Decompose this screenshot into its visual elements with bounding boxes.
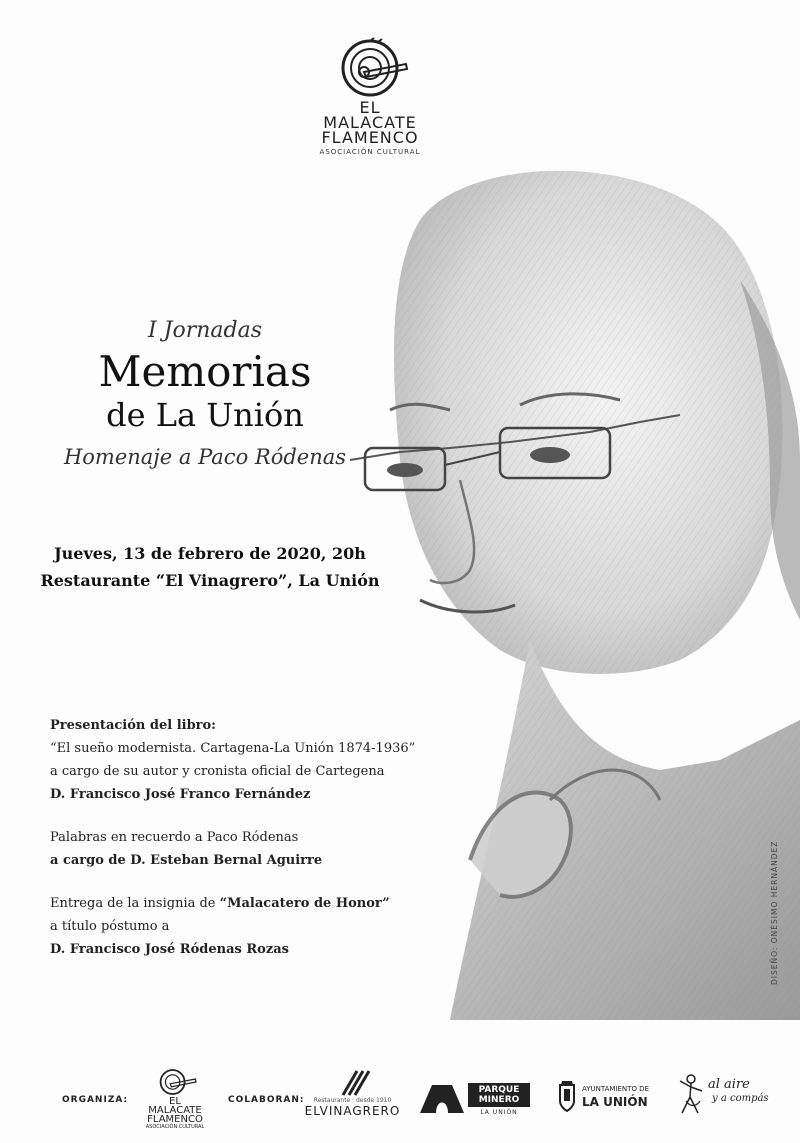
p3-line1-pre: Entrega de la insignia de — [50, 896, 220, 911]
p3-line2: a título póstumo a — [50, 919, 170, 934]
jornadas-heading: I Jornadas — [147, 318, 263, 343]
p2-line2: a cargo de D. Esteban Bernal Aguirre — [50, 853, 323, 868]
org-logo-asociacion: ASOCIACIÓN CULTURAL — [145, 1124, 205, 1130]
p3-honoree: D. Francisco José Ródenas Rozas — [50, 942, 289, 957]
event-date: Jueves, 13 de febrero de 2020, 20h — [54, 544, 366, 563]
dancer-icon — [676, 1073, 706, 1117]
coat-of-arms-icon — [556, 1079, 578, 1113]
al-aire-text: al aire — [708, 1077, 750, 1092]
p1-author-name: D. Francisco José Franco Fernández — [50, 787, 311, 802]
logo-text-malacate: MALACATE — [323, 113, 417, 132]
vinagrero-name: ELVINAGRERO — [304, 1104, 401, 1118]
vinagrero-tagline: Restaurante · desde 1910 — [313, 1097, 392, 1104]
event-venue: Restaurante “El Vinagrero”, La Unión — [40, 571, 380, 590]
organizer-logo — [135, 1067, 215, 1131]
colaboran-label: COLABORAN: — [228, 1095, 305, 1105]
minero-text: MINERO — [478, 1095, 520, 1105]
parque-minero-icon — [418, 1079, 466, 1115]
logo-text-flamenco: FLAMENCO — [321, 128, 419, 147]
parque-la-union-text: LA UNIÓN — [480, 1109, 518, 1116]
title-de-la-union: de La Unión — [106, 396, 304, 434]
logo-text-asociacion: ASOCIACIÓN CULTURAL — [319, 148, 421, 156]
parque-minero-logo — [418, 1079, 538, 1119]
ayuntamiento-de-text: AYUNTAMIENTO DE — [582, 1085, 649, 1093]
vinagrero-strokes-icon — [333, 1069, 373, 1097]
program-text — [50, 714, 490, 961]
title-block — [40, 318, 370, 469]
design-credit: DISEÑO: ONÉSIMO HERNÁNDEZ — [770, 840, 779, 985]
p2-line1: Palabras en recuerdo a Paco Ródenas — [50, 830, 299, 845]
org-logo-el: EL — [169, 1096, 181, 1107]
vinagrero-logo — [300, 1069, 405, 1118]
sponsors-footer — [0, 1065, 800, 1143]
al-aire-logo — [676, 1071, 786, 1121]
p1-book-title: “El sueño modernista. Cartagena-La Unión 1874-1936” — [50, 741, 416, 756]
homenaje-subtitle: Homenaje a Paco Ródenas — [63, 445, 347, 469]
malacate-wheel-icon — [330, 36, 410, 100]
malacate-flamenco-logo — [300, 36, 440, 166]
a-compas-text: y a compás — [712, 1093, 769, 1104]
p1-heading: Presentación del libro: — [50, 718, 216, 733]
title-memorias: Memorias — [98, 347, 312, 396]
p1-author-line: a cargo de su autor y cronista oficial de Cartegena — [50, 764, 385, 779]
organiza-label: ORGANIZA: — [62, 1095, 129, 1105]
org-logo-flamenco: FLAMENCO — [147, 1114, 203, 1125]
ayuntamiento-logo — [556, 1075, 666, 1119]
p3-line1-award: “Malacatero de Honor” — [219, 896, 390, 911]
logo-text-el: EL — [359, 98, 381, 117]
event-details — [30, 540, 390, 594]
p3-line1 — [50, 892, 490, 915]
malacate-wheel-small-icon — [150, 1067, 200, 1097]
parque-text: PARQUE — [478, 1085, 520, 1095]
la-union-text: LA UNIÓN — [582, 1095, 648, 1109]
org-logo-malacate: MALACATE — [148, 1105, 202, 1116]
